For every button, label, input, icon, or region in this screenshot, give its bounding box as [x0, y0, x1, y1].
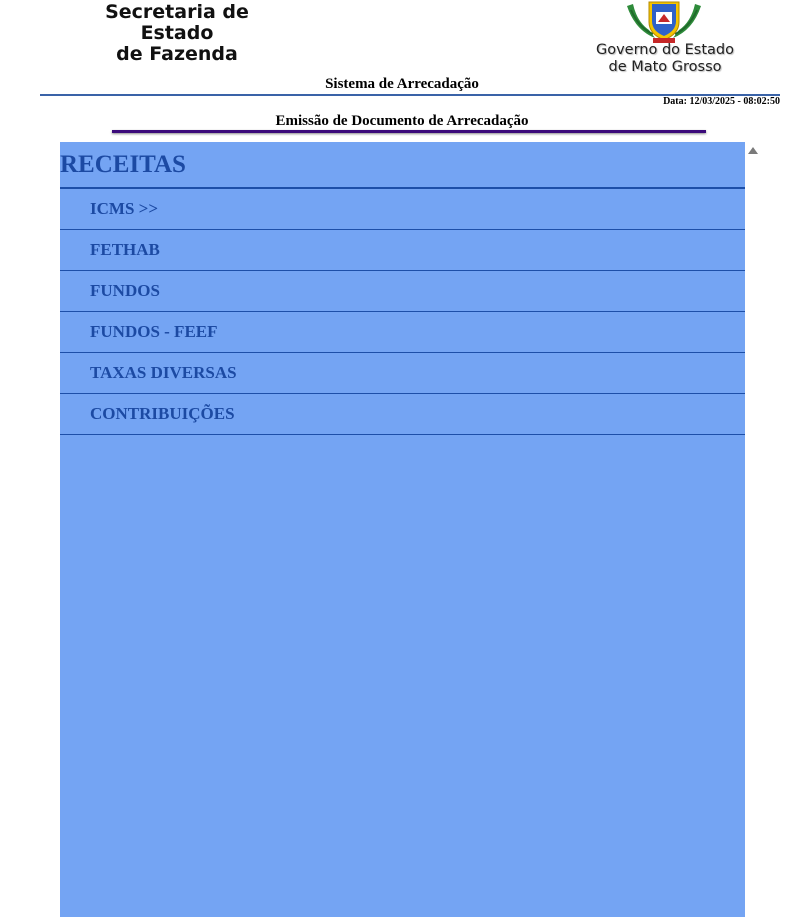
menu-item-fundos-feef[interactable]: FUNDOS - FEEF: [60, 312, 745, 353]
menu-item-contribuicoes[interactable]: CONTRIBUIÇÕES: [60, 394, 745, 435]
government-name: [586, 42, 744, 76]
menu-item-icms[interactable]: ICMS >>: [60, 189, 745, 230]
scroll-up-arrow-icon[interactable]: [748, 147, 758, 154]
menu-item-fethab[interactable]: FETHAB: [60, 230, 745, 271]
receitas-menu-panel: [60, 142, 745, 917]
vertical-scrollbar[interactable]: [745, 142, 760, 917]
title-underline: [112, 130, 706, 133]
agency-name-line1: Secretaria de Estado: [105, 1, 249, 44]
agency-name-line2: de Fazenda: [116, 43, 238, 65]
page-title: Emissão de Documento de Arrecadação: [275, 113, 529, 129]
menu-item-taxas-diversas[interactable]: TAXAS DIVERSAS: [60, 353, 745, 394]
menu-item-fundos[interactable]: FUNDOS: [60, 271, 745, 312]
state-crest-icon: [625, 0, 703, 44]
date-stamp: Data: 12/03/2025 - 08:02:50: [663, 96, 780, 107]
page-header: [0, 0, 804, 107]
gov-name-line2: de Mato Grosso: [608, 59, 722, 75]
menu-list: [60, 189, 745, 435]
government-logo: [586, 0, 744, 76]
menu-heading: RECEITAS: [60, 142, 745, 189]
gov-name-line1: Governo do Estado: [595, 42, 735, 58]
system-title: Sistema de Arrecadação: [325, 76, 479, 92]
sefaz-logo: [72, 2, 282, 65]
